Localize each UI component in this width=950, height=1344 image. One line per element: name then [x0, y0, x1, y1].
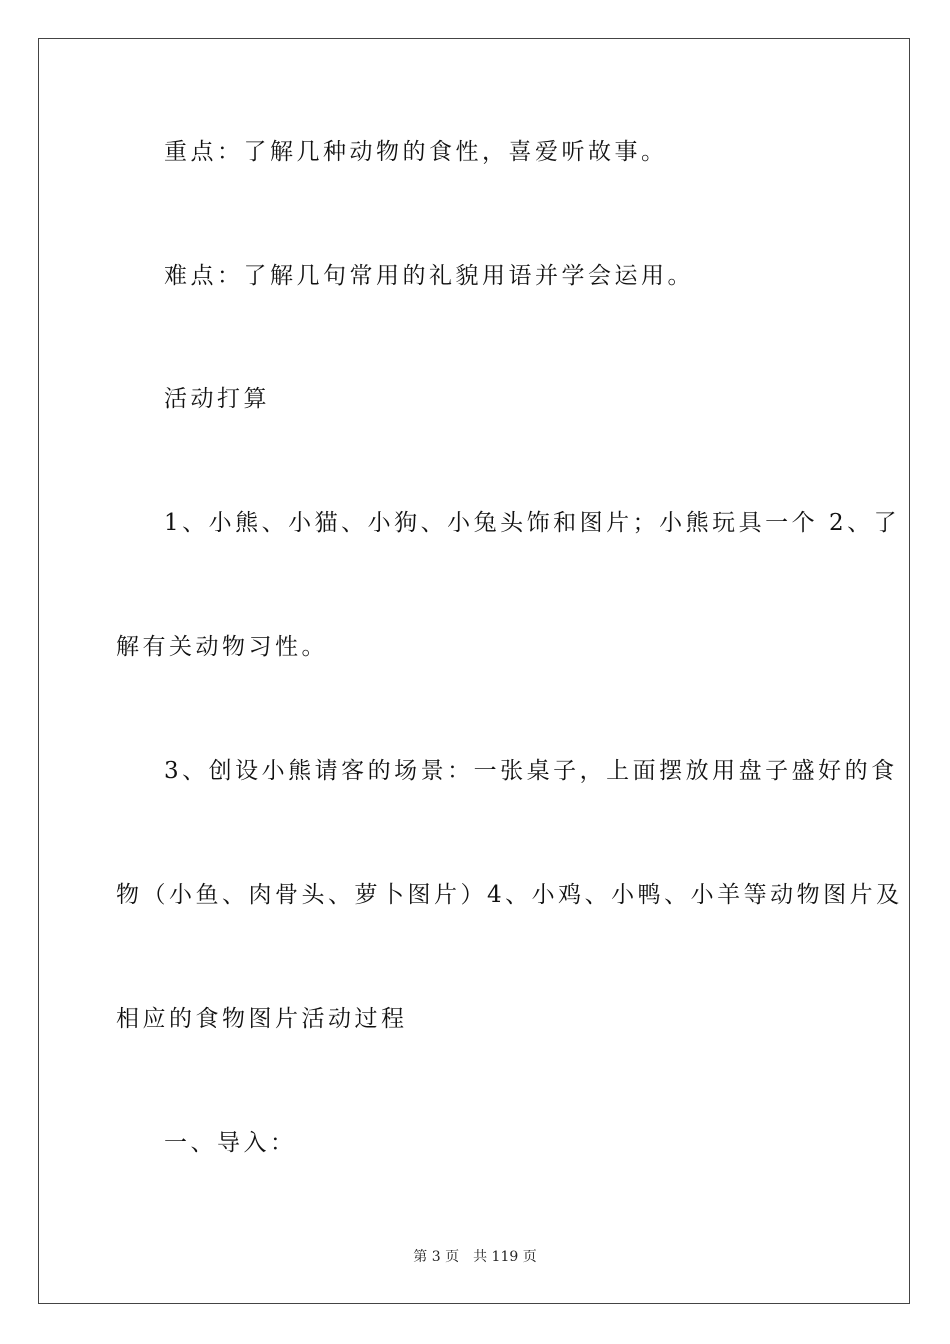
- page-footer: [0, 1246, 950, 1266]
- section-heading-preparation: 活动打算: [164, 386, 270, 412]
- page-number: 第 3 页: [413, 1249, 460, 1265]
- paragraph-difficulty: 难点：了解几句常用的礼貌用语并学会运用。: [164, 263, 694, 289]
- paragraph-key-point: 重点：了解几种动物的食性，喜爱听故事。: [164, 139, 668, 165]
- paragraph-preparation-3-line2: 物（小鱼、肉骨头、萝卜图片）4、小鸡、小鸭、小羊等动物图片及: [116, 882, 903, 908]
- section-heading-introduction: 一、导入：: [164, 1130, 297, 1156]
- paragraph-preparation-1-line2: 解有关动物习性。: [116, 634, 328, 660]
- page-border: [38, 38, 910, 1304]
- paragraph-preparation-1-line1: 1、小熊、小猫、小狗、小兔头饰和图片；小熊玩具一个 2、了: [164, 510, 901, 536]
- page-total: 共 119 页: [473, 1249, 537, 1265]
- paragraph-preparation-3-line3: 相应的食物图片活动过程: [116, 1006, 408, 1032]
- paragraph-preparation-3-line1: 3、创设小熊请客的场景：一张桌子，上面摆放用盘子盛好的食: [164, 758, 898, 784]
